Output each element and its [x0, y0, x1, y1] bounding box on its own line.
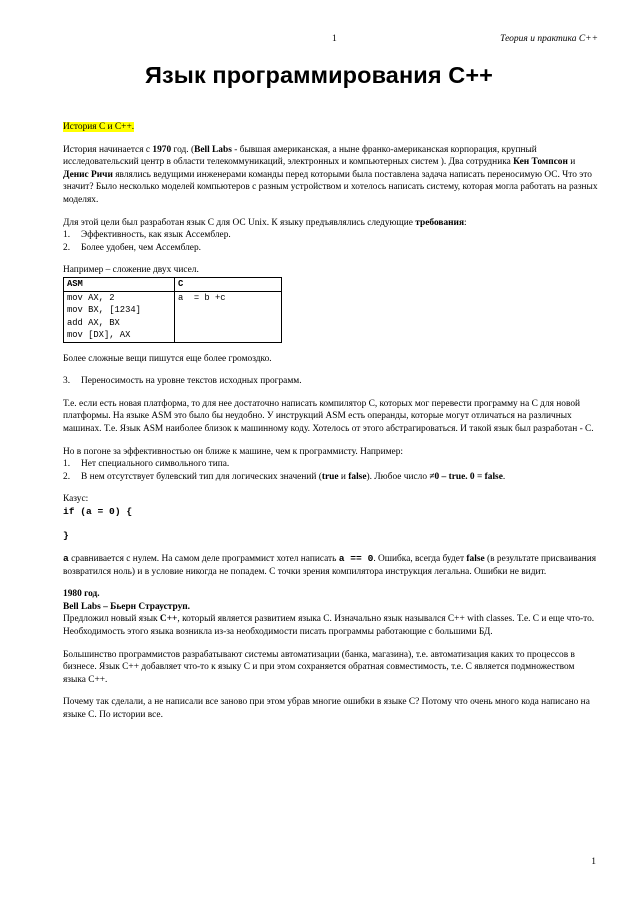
text: , который является развитием языка C. Изначально язык назывался C++ with classes. Т.е. C и еще что-то. Необходимость этого языка возникла из-за необходимости писать программы работающие с большими БД. [63, 614, 595, 638]
efficiency-intro: Но в погоне за эффективностью он ближе к машине, чем к программисту. Например: [63, 446, 403, 457]
requirements-word: требования [415, 217, 465, 228]
document-body [63, 121, 598, 732]
code-line: mov AX, 2 [67, 292, 115, 303]
section-1980 [63, 588, 598, 638]
text: : [464, 217, 467, 228]
table-header-row [64, 277, 282, 291]
list-number: 1. [63, 459, 71, 470]
list-text: Эффективность, как язык Ассемблер. [81, 230, 231, 241]
code-line: } [63, 530, 69, 542]
text: История начинается с [63, 144, 153, 155]
paragraph-complex: Более сложные вещи пишутся еще более громоздко. [63, 353, 272, 364]
false-keyword: false [348, 471, 367, 482]
boolean-rule-text: ≠0 – true. 0 = false [429, 471, 503, 482]
text: и [338, 471, 349, 482]
cpp-description [63, 613, 598, 638]
list-item [63, 242, 598, 255]
list-item [63, 471, 598, 484]
text: Bell Labs [63, 601, 101, 612]
list-text: Переносимость на уровне текстов исходных программ. [81, 376, 302, 387]
list-text [81, 471, 505, 484]
text: Для этой цели был разработан язык C для ОС Unix. К языку предъявлялись следующие [63, 217, 416, 228]
paragraph-casus-explanation [63, 553, 598, 578]
cpp-name: C++ [159, 614, 178, 625]
list-number: 2. [63, 471, 71, 482]
author-line [63, 601, 598, 614]
list-number: 2. [63, 242, 71, 253]
text: . [502, 471, 506, 482]
dennis-ritchie-text: Денис Ричи [63, 169, 113, 180]
asm-code-cell [64, 291, 175, 342]
list-text: Нет специального символьного типа. [81, 459, 230, 470]
text: и [567, 157, 576, 168]
footer-page-number: 1 [591, 857, 596, 867]
text: год. ( [171, 144, 195, 155]
casus-label: Казус: [63, 494, 89, 505]
requirements-intro [63, 217, 598, 230]
paragraph-automation: Большинство программистов разрабатывают системы автоматизации (банка, магазина), т.е. автоматизация каких то процессов в бизнесе. Язык C++ добавляет что-то к языку C и при этом сохраняется обратная совместимость, т.е. C является подмножеством языка C++. [63, 649, 575, 685]
highlighted-heading: История C и C++. [63, 122, 135, 132]
code-line: if (a = 0) { [63, 505, 133, 517]
requirements-list [63, 229, 598, 254]
paragraph-history [63, 144, 598, 207]
list-item [63, 229, 598, 242]
code-comparison-table [63, 277, 282, 343]
column-header-asm: ASM [64, 277, 175, 291]
code-line: mov BX, [1234] [67, 305, 141, 316]
paragraph-efficiency [63, 446, 598, 484]
text: Предложил новый язык [63, 614, 160, 625]
ken-thompson-text: Кен Томпсон [513, 157, 568, 168]
page-title: Язык программирования C++ [145, 62, 493, 88]
code-line: a = b +c [178, 292, 226, 303]
text: - бывшая американская, а ныне франко-американская корпорация, крупный исследовательский центр в области телекоммуникаций, электронных и компьютерных систем ). Два сотрудника [63, 144, 537, 168]
list-item [63, 458, 598, 471]
code-line: add AX, BX [67, 317, 120, 328]
false-keyword: false [466, 554, 485, 565]
history-heading [63, 121, 598, 134]
list-text: Более удобен, чем Ассемблер. [81, 242, 201, 253]
portability-item [63, 375, 598, 388]
list-number: 1. [63, 230, 71, 241]
bell-labs-text: Bell Labs [194, 144, 232, 155]
c-code-cell [175, 291, 282, 342]
year-text: 1970 [152, 144, 172, 155]
example-intro: Например – сложение двух чисел. [63, 265, 199, 276]
true-keyword: true [321, 471, 339, 482]
text: являлись ведущими инженерами команды перед которыми была поставлена задача написать переносимую ОС. Что это значит? Было несколько моделей компьютеров с разным устройством и хотелось написать систему, которая могла работать на разных моделях. [63, 169, 598, 205]
list-item [63, 375, 598, 388]
column-header-c: C [175, 277, 282, 291]
inline-code: a == 0 [338, 553, 374, 565]
casus-block [63, 493, 598, 543]
text: В нем отсутствует булевский тип для логических значений ( [81, 471, 322, 482]
paragraph-why: Почему так сделали, а не написали все заново при этом убрав многие ошибки в языке C? Потому что очень много кода написано на языке C. По истории все. [63, 697, 590, 720]
efficiency-list [63, 458, 598, 483]
code-line: mov [DX], AX [67, 330, 131, 341]
text: (в результате присваивания возвратился ноль) и в условие никогда не попадем. С точки зрения компилятора инструкция легальна. Ошибки не видит. [63, 554, 597, 577]
header-page-number: 1 [332, 34, 337, 44]
table-row [64, 291, 282, 342]
header-running-title: Теория и практика C++ [500, 34, 598, 44]
paragraph-requirements [63, 217, 598, 255]
text: . Ошибка, всегда будет [373, 554, 467, 565]
text: сравнивается с нулем. На самом деле программист хотел написать [68, 554, 339, 565]
year-heading: 1980 год. [63, 589, 100, 600]
text: ). Любое число [366, 471, 430, 482]
list-number: 3. [63, 376, 71, 387]
text: – Бьерн Страуструп. [100, 601, 191, 612]
variable-name: a [63, 553, 69, 565]
paragraph-portability: Т.е. если есть новая платформа, то для нее достаточно написать компилятор C, которых мог перевести программу на C для новой платформы. На языке ASM это было бы неудобно. У инструкций ASM есть операнды, которые могут отличаться на различных машинах. Т.е. Язык ASM наиболее близок к машинному коду. Хотелось от этого абстрагироваться. И такой язык был разработан - C. [63, 398, 594, 434]
